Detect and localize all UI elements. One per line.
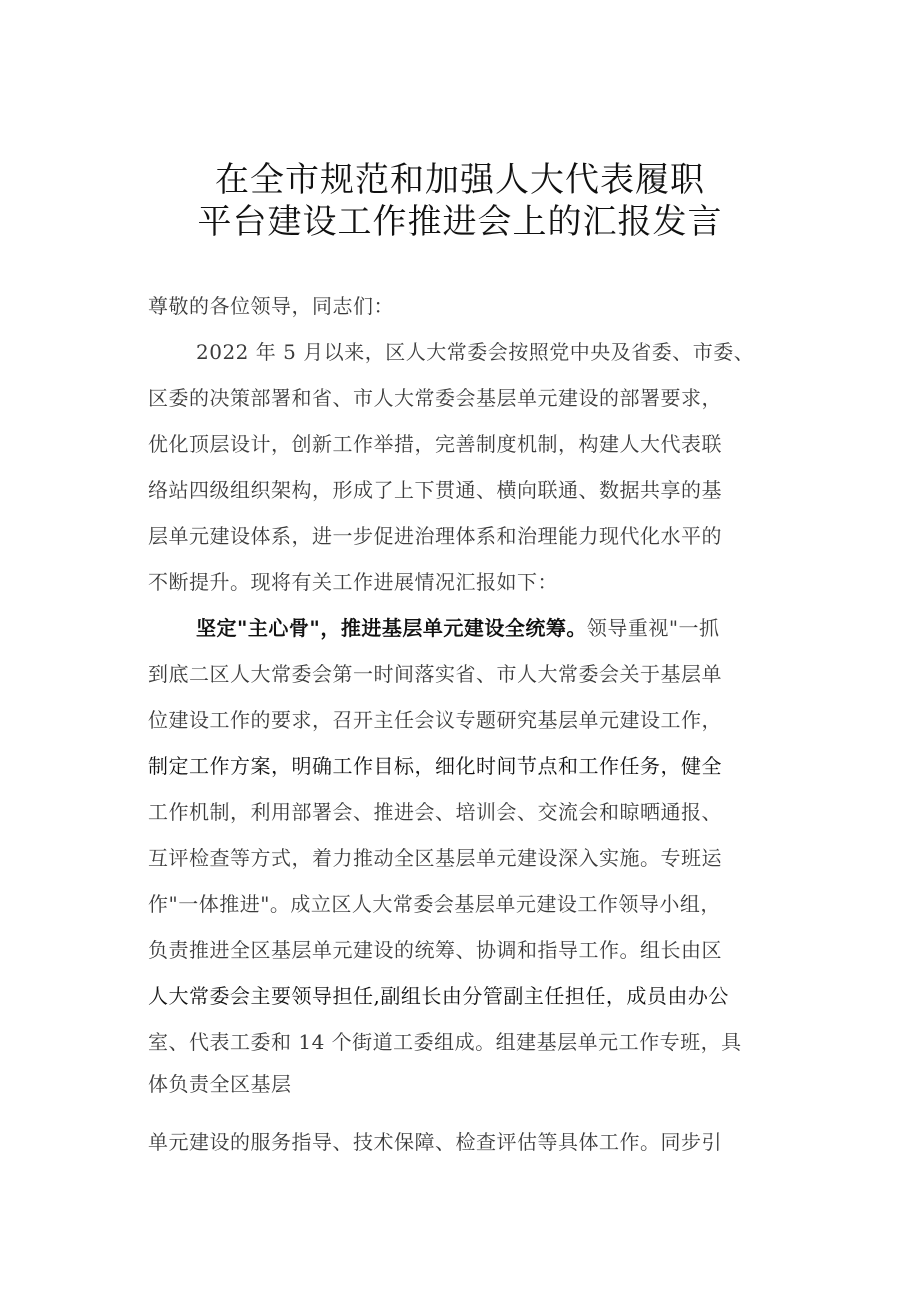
section-1-first-line-text: 领导重视"一抓 bbox=[586, 616, 720, 640]
section-1-line-12: 单元建设的服务指导、技术保障、检查评估等具体工作。同步引 bbox=[148, 1130, 722, 1154]
section-1-first-line bbox=[196, 614, 720, 642]
section-1-line-5: 工作机制，利用部署会、推进会、培训会、交流会和晾晒通报、 bbox=[148, 800, 722, 824]
document-title-line-2: 平台建设工作推进会上的汇报发言 bbox=[197, 202, 723, 242]
paragraph-1-line-5: 层单元建设体系，进一步促进治理体系和治理能力现代化水平的 bbox=[148, 524, 722, 548]
section-1-line-4: 制定工作方案，明确工作目标，细化时间节点和工作任务，健全 bbox=[148, 754, 722, 778]
paragraph-1-line-4: 络站四级组织架构，形成了上下贯通、横向联通、数据共享的基 bbox=[148, 478, 722, 502]
document-title-line-1: 在全市规范和加强人大代表履职 bbox=[215, 160, 705, 200]
section-1-line-3: 位建设工作的要求，召开主任会议专题研究基层单元建设工作， bbox=[148, 708, 722, 732]
paragraph-1-line-1: 2022 年 5 月以来，区人大常委会按照党中央及省委、市委、 bbox=[196, 340, 755, 364]
paragraph-1-line-6: 不断提升。现将有关工作进展情况汇报如下： bbox=[148, 570, 558, 594]
paragraph-1-line-3: 优化顶层设计，创新工作举措，完善制度机制，构建人大代表联 bbox=[148, 432, 722, 456]
paragraph-1-line-2: 区委的决策部署和省、市人大常委会基层单元建设的部署要求， bbox=[148, 386, 722, 410]
section-1-line-10: 室、代表工委和 14 个街道工委组成。组建基层单元工作专班，具 bbox=[148, 1030, 742, 1054]
section-1-line-2: 到底二区人大常委会第一时间落实省、市人大常委会关于基层单 bbox=[148, 662, 722, 686]
section-1-line-8: 负责推进全区基层单元建设的统筹、协调和指导工作。组长由区 bbox=[148, 938, 722, 962]
salutation: 尊敬的各位领导，同志们： bbox=[148, 294, 394, 318]
section-1-line-7: 作"一体推进"。成立区人大常委会基层单元建设工作领导小组， bbox=[148, 892, 721, 916]
section-1-line-9: 人大常委会主要领导担任,副组长由分管副主任担任，成员由办公 bbox=[148, 984, 729, 1008]
section-1-line-6: 互评检查等方式，着力推动全区基层单元建设深入实施。专班运 bbox=[148, 846, 722, 870]
section-1-line-11: 体负责全区基层 bbox=[148, 1072, 292, 1096]
section-1-heading: 坚定"主心骨"，推进基层单元建设全统筹。 bbox=[196, 616, 587, 640]
